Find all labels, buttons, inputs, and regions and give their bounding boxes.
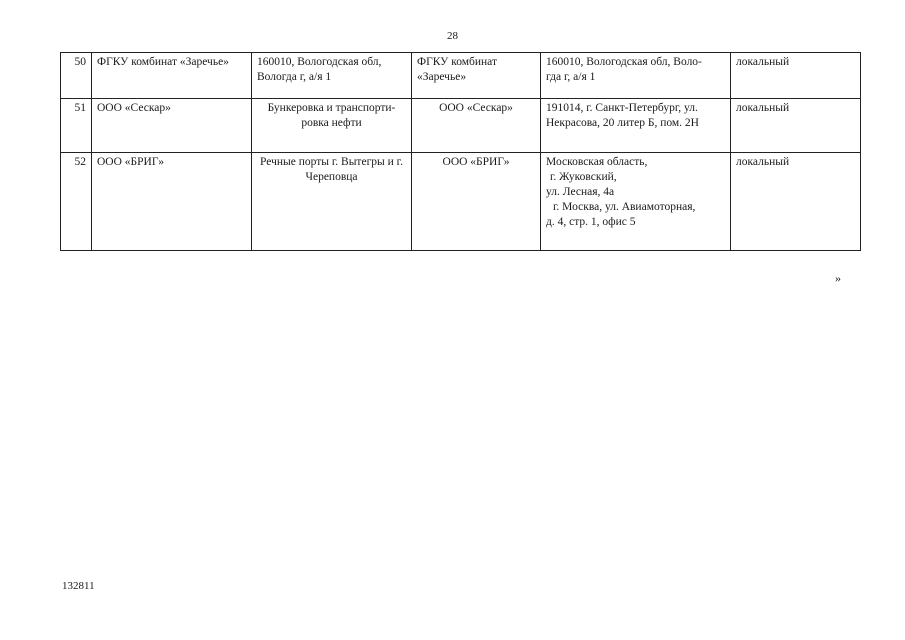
row-number: 52 xyxy=(61,153,92,251)
table-row xyxy=(61,153,861,251)
level-type: локальный xyxy=(731,53,861,99)
address-line: 191014, г. Санкт-Петербург, ул. xyxy=(546,102,698,114)
location: Речные порты г. Вытегры и г. Череповца xyxy=(252,153,412,251)
address-line: г. Жуковский, xyxy=(550,171,617,183)
owner-name: ФГКУ комбинат «Заречье» xyxy=(412,53,541,99)
address xyxy=(541,53,731,99)
page-number: 28 xyxy=(447,30,458,42)
address-line: г. Москва, ул. Авиамоторная, xyxy=(553,201,696,213)
organization-name: ООО «Сескар» xyxy=(92,99,252,153)
level-type: локальный xyxy=(731,153,861,251)
address-line: д. 4, стр. 1, офис 5 xyxy=(546,216,636,228)
organization-name: ООО «БРИГ» xyxy=(92,153,252,251)
organization-name: ФГКУ комбинат «Заречье» xyxy=(92,53,252,99)
location: Бункеровка и транспорти-ровка нефти xyxy=(252,99,412,153)
closing-quote: » xyxy=(835,271,841,285)
address xyxy=(541,153,731,251)
table-row xyxy=(61,99,861,153)
location: 160010, Вологодская обл, Вологда г, а/я 1 xyxy=(252,53,412,99)
table-row xyxy=(61,53,861,99)
registry-table xyxy=(60,52,861,251)
address-line: Московская область, xyxy=(546,156,648,168)
row-number: 51 xyxy=(61,99,92,153)
owner-name: ООО «БРИГ» xyxy=(412,153,541,251)
row-number: 50 xyxy=(61,53,92,99)
address-line: Некрасова, 20 литер Б, пом. 2Н xyxy=(546,117,699,129)
owner-name: ООО «Сескар» xyxy=(412,99,541,153)
address-line: 160010, Вологодская обл, Воло- xyxy=(546,56,702,68)
address-line: ул. Лесная, 4а xyxy=(546,186,615,198)
level-type: локальный xyxy=(731,99,861,153)
document-code: 132811 xyxy=(62,580,95,592)
address-line: гда г, а/я 1 xyxy=(546,71,596,83)
address xyxy=(541,99,731,153)
